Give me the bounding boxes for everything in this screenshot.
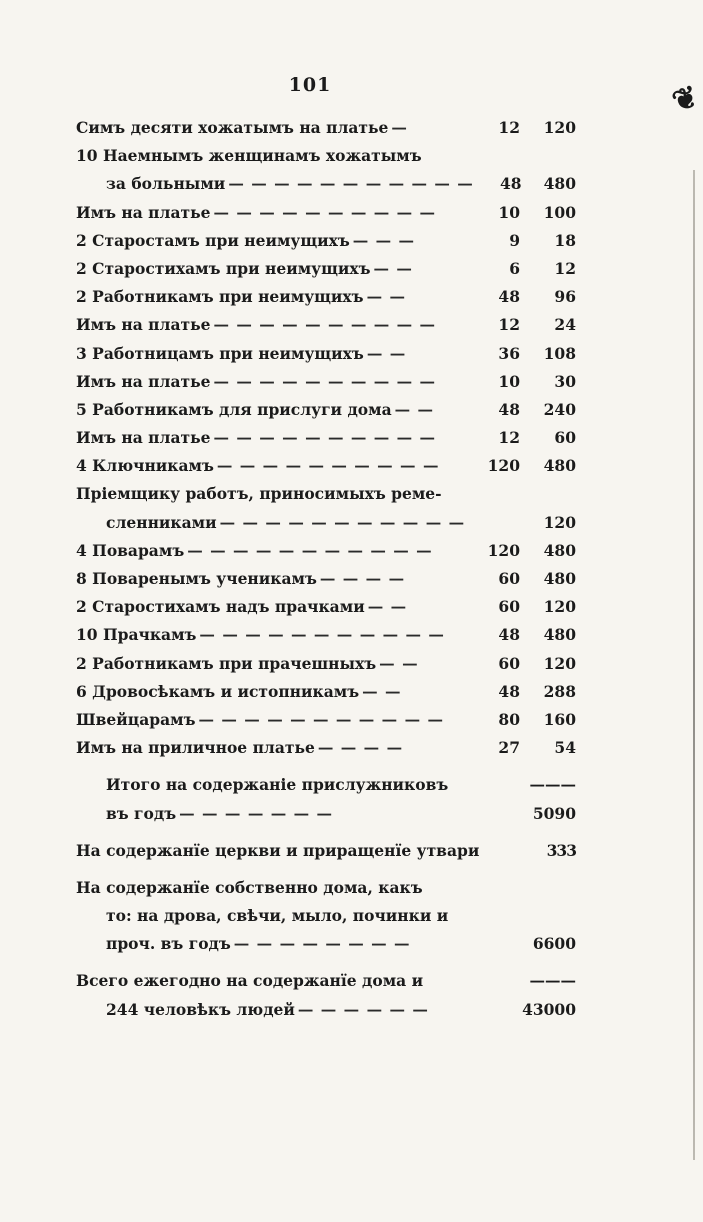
ledger-row-total: 100: [543, 202, 576, 222]
ledger-row-dashes: — — — — — — — — — — —: [219, 512, 466, 532]
ledger-row-dashes: —: [391, 118, 408, 137]
ledger-row-amount: 48: [498, 681, 520, 701]
ledger-row: [76, 428, 576, 456]
ledger-row-amount: 12: [498, 428, 520, 448]
ledger-row-label: Симъ десяти хожатымъ на платье: [76, 118, 389, 137]
summary-servants-total: 5090: [532, 803, 576, 823]
ledger-row-total: 480: [543, 174, 576, 194]
ledger-row: [76, 456, 576, 484]
ledger-row: [76, 315, 576, 343]
ledger-row-amount: 48: [498, 625, 520, 645]
ledger-row-label: 2 Старостамъ при неимущихъ: [76, 230, 350, 250]
ledger-row-dashes: — — — — — — — — — —: [213, 428, 437, 448]
summary-servants-label: Итого на содержаніе прислужниковъ: [106, 775, 449, 795]
summary-house-line1: [76, 878, 576, 906]
ledger-row: [76, 372, 576, 400]
ledger-row-label: Имъ на платье: [76, 202, 211, 222]
ledger-row-label: Имъ на платье: [76, 428, 211, 448]
ledger-row-total: 288: [543, 681, 576, 701]
ledger-row-dashes: — — — — — — — — — — —: [228, 174, 474, 194]
summary-house-label2: то: на дрова, свѣчи, мыло, починки и: [106, 906, 449, 926]
ledger-row-amount: 10: [498, 371, 520, 391]
ledger-row-label: 2 Старостихамъ надъ прачками: [76, 597, 365, 617]
ledger-row-amount: 60: [498, 653, 520, 673]
ledger-row-amount: 10: [498, 202, 520, 222]
summary-church-label: На содержанїе церкви и приращенїе утвари: [76, 840, 480, 860]
ledger-row-label: 6 Дровосѣкамъ и истопникамъ: [76, 681, 360, 701]
ledger-row-amount: 12: [498, 118, 520, 137]
ledger-row-total: 160: [543, 709, 576, 729]
ledger-row: [76, 682, 576, 710]
ledger-row: [76, 174, 576, 202]
ledger-row-dashes: — — — —: [319, 569, 406, 588]
ledger-row-dashes: — — — — — — — — — — —: [198, 709, 444, 729]
page-number: 101: [288, 74, 332, 96]
ledger-row-label: 10 Наемнымъ женщинамъ хожатымъ: [76, 146, 422, 166]
summary-servants-line2: [76, 804, 576, 832]
ledger-row-total: 96: [554, 287, 576, 307]
ledger-row: [76, 287, 576, 315]
ledger-row-amount: 12: [498, 315, 520, 335]
ledger-row-amount: 9: [509, 230, 520, 250]
ledger-row-total: 120: [543, 653, 576, 673]
summary-servants-dashes: — — — — — — —: [179, 803, 334, 823]
ledger-row-total: 30: [554, 371, 576, 391]
expense-ledger: [76, 118, 576, 1028]
summary-servants-mark: ———: [529, 775, 576, 795]
ledger-row: [76, 203, 576, 231]
ledger-row-amount: 48: [499, 174, 522, 194]
ledger-row-dashes: — —: [366, 287, 406, 307]
ledger-row-dashes: — —: [373, 258, 413, 278]
summary-all-line1: [76, 971, 576, 999]
ledger-row-dashes: — — — — — — — — — — —: [187, 540, 433, 560]
ledger-row: [76, 654, 576, 682]
ledger-row-label: 8 Поваренымъ ученикамъ: [76, 569, 317, 588]
ledger-row-total: 24: [554, 315, 576, 335]
ledger-row-dashes: — — — — — — — — — —: [213, 371, 437, 391]
ledger-row-total: 12: [554, 258, 576, 278]
ledger-row-label: 2 Старостихамъ при неимущихъ: [76, 258, 371, 278]
ledger-rows: [76, 118, 576, 766]
summary-church-line: [76, 841, 576, 869]
ledger-row-dashes: — — — —: [317, 738, 404, 758]
ledger-row-amount: 120: [487, 540, 520, 560]
page-edge-rule: [693, 170, 695, 1160]
ledger-row: [76, 344, 576, 372]
ledger-row-dashes: — — —: [352, 230, 416, 250]
ledger-row-label: 4 Ключникамъ: [76, 456, 214, 476]
ledger-row: [76, 484, 576, 512]
ledger-row-label: 3 Работницамъ при неимущихъ: [76, 343, 364, 363]
ledger-row: [76, 541, 576, 569]
summary-house-total: 6600: [532, 934, 576, 954]
summary-all-label2: 244 человѣкъ людей: [106, 999, 295, 1019]
summary-all-total: 43000: [522, 999, 576, 1019]
ledger-row-label: 5 Работникамъ для прислуги дома: [76, 399, 392, 419]
ledger-row-label: Швейцарамъ: [76, 709, 196, 729]
ledger-row-label: 10 Прачкамъ: [76, 625, 197, 645]
ledger-row: [76, 597, 576, 625]
ledger-row-dashes: — — — — — — — — — —: [213, 202, 437, 222]
ledger-row-label: Имъ на платье: [76, 315, 211, 335]
summary-house-label: На содержанїе собственно дома, какъ: [76, 877, 423, 897]
margin-ink-mark: ❦: [667, 78, 703, 121]
ledger-row-label: Имъ на приличное платье: [76, 738, 315, 758]
ledger-row-total: 120: [543, 597, 576, 617]
ledger-row-dashes: — —: [367, 597, 408, 617]
ledger-row-dashes: — —: [362, 681, 402, 701]
ledger-row-label: Пріемщику работъ, приносимыхъ реме-: [76, 484, 442, 504]
ledger-row-amount: 48: [498, 399, 520, 419]
ledger-row-amount: 48: [498, 287, 520, 307]
ledger-row-amount: 80: [498, 709, 520, 729]
summary-church-total: 333: [546, 840, 576, 860]
ledger-row-dashes: — — — — — — — — — — —: [199, 625, 445, 645]
ledger-row-label: 2 Работникамъ при прачешныхъ: [76, 653, 377, 673]
ledger-row: [76, 738, 576, 766]
ledger-row-amount: 36: [498, 343, 520, 363]
ledger-row-total: 480: [543, 540, 576, 560]
summary-all-line2: [76, 1000, 576, 1028]
ledger-row-total: 120: [543, 118, 576, 137]
ledger-row-total: 480: [543, 456, 576, 476]
ledger-row-total: 480: [543, 569, 576, 588]
ledger-row: [76, 569, 576, 597]
ledger-row-label: за больными: [106, 174, 226, 194]
ledger-row-amount: 120: [487, 456, 520, 476]
ledger-row-total: 120: [543, 512, 576, 532]
summary-house-line2: [76, 906, 576, 934]
summary-all-mark: ———: [529, 971, 576, 991]
summary-servants-line1: [76, 775, 576, 803]
ledger-row-label: сленниками: [106, 512, 217, 532]
summary-house-line3: [76, 934, 576, 962]
ledger-row-dashes: — — — — — — — — — —: [216, 456, 440, 476]
ledger-row-total: 18: [554, 230, 576, 250]
ledger-row-dashes: — —: [366, 343, 407, 363]
summary-house-label3: проч. въ годъ: [106, 934, 231, 954]
ledger-row: [76, 625, 576, 653]
summary-servants-label2: въ годъ: [106, 803, 177, 823]
summary-all-label: Всего ежегодно на содержанїе дома и: [76, 971, 424, 991]
ledger-row-total: 480: [543, 625, 576, 645]
summary-house-dashes: — — — — — — — —: [233, 934, 411, 954]
ledger-row-amount: 60: [498, 597, 520, 617]
ledger-row-total: 108: [543, 343, 576, 363]
ledger-row-total: 240: [543, 399, 576, 419]
ledger-row-amount: 6: [509, 258, 520, 278]
ledger-row-amount: 60: [498, 569, 520, 588]
ledger-row-label: Имъ на платье: [76, 371, 211, 391]
ledger-row-dashes: — —: [394, 399, 435, 419]
ledger-row: [76, 146, 576, 174]
ledger-row: [76, 400, 576, 428]
summary-all-dashes: — — — — — —: [297, 999, 429, 1019]
ledger-row: [76, 118, 576, 146]
ledger-row: [76, 513, 576, 541]
ledger-row-total: 54: [554, 738, 576, 758]
ledger-row-label: 4 Поварамъ: [76, 540, 185, 560]
ledger-row: [76, 259, 576, 287]
ledger-row-dashes: — — — — — — — — — —: [213, 315, 437, 335]
ledger-row: [76, 710, 576, 738]
ledger-row-amount: 27: [498, 738, 520, 758]
ledger-row-label: 2 Работникамъ при неимущихъ: [76, 287, 364, 307]
ledger-row-dashes: — —: [379, 653, 419, 673]
ledger-row: [76, 231, 576, 259]
ledger-row-total: 60: [554, 428, 576, 448]
